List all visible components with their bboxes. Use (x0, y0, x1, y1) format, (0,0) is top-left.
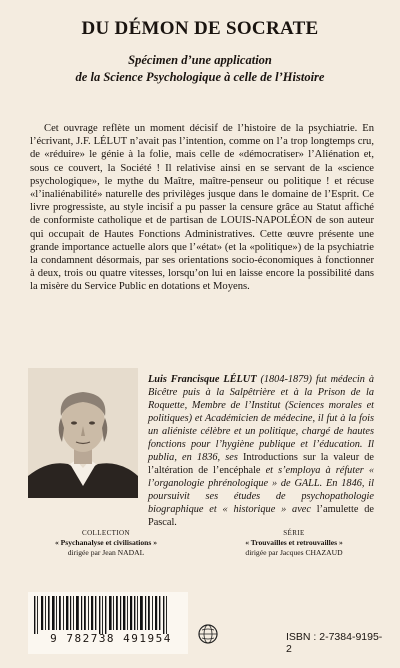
collection-right (214, 528, 374, 558)
book-subtitle (0, 52, 400, 86)
collection-left (26, 528, 186, 558)
author-portrait (28, 368, 138, 498)
publisher-globe-icon (198, 624, 218, 644)
collection-right-name: « Trouvailles et retrouvailles » (245, 538, 343, 547)
collection-left-name: « Psychanalyse et civilisations » (54, 538, 158, 547)
subtitle-line-2: de la Science Psychologique à celle de l’Histoire (75, 70, 325, 84)
author-roles: (1804-1879) fut médecin à Bicêtre puis à la Salpêtrière et à la Prison de la Roquette, Membre de l’Institut (Sciences morales et politiques) et Académicien de médecine, il fut à la fois un aliéniste célèbre et un politique, chargé de hautes fonctions pour l’hygiène publique et l’éducation. Il publia, en 1836, ses (148, 374, 374, 463)
collection-left-kind: COLLECTION (82, 529, 130, 537)
collection-left-director: dirigée par Jean NADAL (67, 548, 145, 557)
collection-info (0, 528, 400, 578)
blurb-paragraph: Cet ouvrage reflète un moment décisif de l’histoire de la psychiatrie. En l’écrivant, J.F. LÉLUT n’avait pas l’intention, comme on l’a trop longtemps cru, de «réduire» le génie à la folie, mais celle de «démocratiser» l’Aliénation et, sous ce couvert, la Société ! Il relativise ainsi en se servant de la «science psychologique», le mythe du Maître, maître-penseur ou politique ! et récuse «l’inaliénabilité» naturelle des privilèges jusque dans le domaine de l’Esprit. Ce livre progressiste, au style incisif a pu passer la censure grâce au Statut affiché de conformiste catholique et de partisan de LOUIS-NAPOLÉON de son auteur qui occupait de Hautes Fonctions Administratives. Cette œuvre présente une grande importance actuelle alors que l’«état» (et la «politique») de la psychiatrie la condamnent désormais, par ses orientations socio-économiques à fonctionner à deux, trois ou quatre vitesses, lorsqu’on lui en laisse encore la possibilité dans la misère du Service Public en dotations et Moyens. (30, 123, 374, 293)
barcode-number: 9 782738 491954 (50, 632, 172, 645)
collection-right-director: dirigée par Jacques CHAZAUD (245, 548, 343, 557)
blurb (30, 122, 374, 294)
author-works-tail: et s’employa à réfuter « l’organologie phrénologique » de GALL. En 1846, il poursuivit ses études de psychopathologie biographique et « historique » avec (148, 465, 375, 515)
book-title: DU DÉMON DE SOCRATE (81, 18, 319, 39)
subtitle-line-1: Spécimen d’une application (128, 53, 272, 67)
author-biography (148, 373, 374, 529)
author-works: Introductions sur la valeur de l’altération de l’encéphale (148, 452, 374, 476)
collection-right-kind: SÉRIE (283, 529, 305, 537)
isbn: ISBN : 2-7384-9195-2 (286, 631, 383, 655)
author-amulette: l’amulette de Pascal. (148, 504, 374, 528)
author-name: Luis Francisque LÉLUT (148, 374, 257, 385)
